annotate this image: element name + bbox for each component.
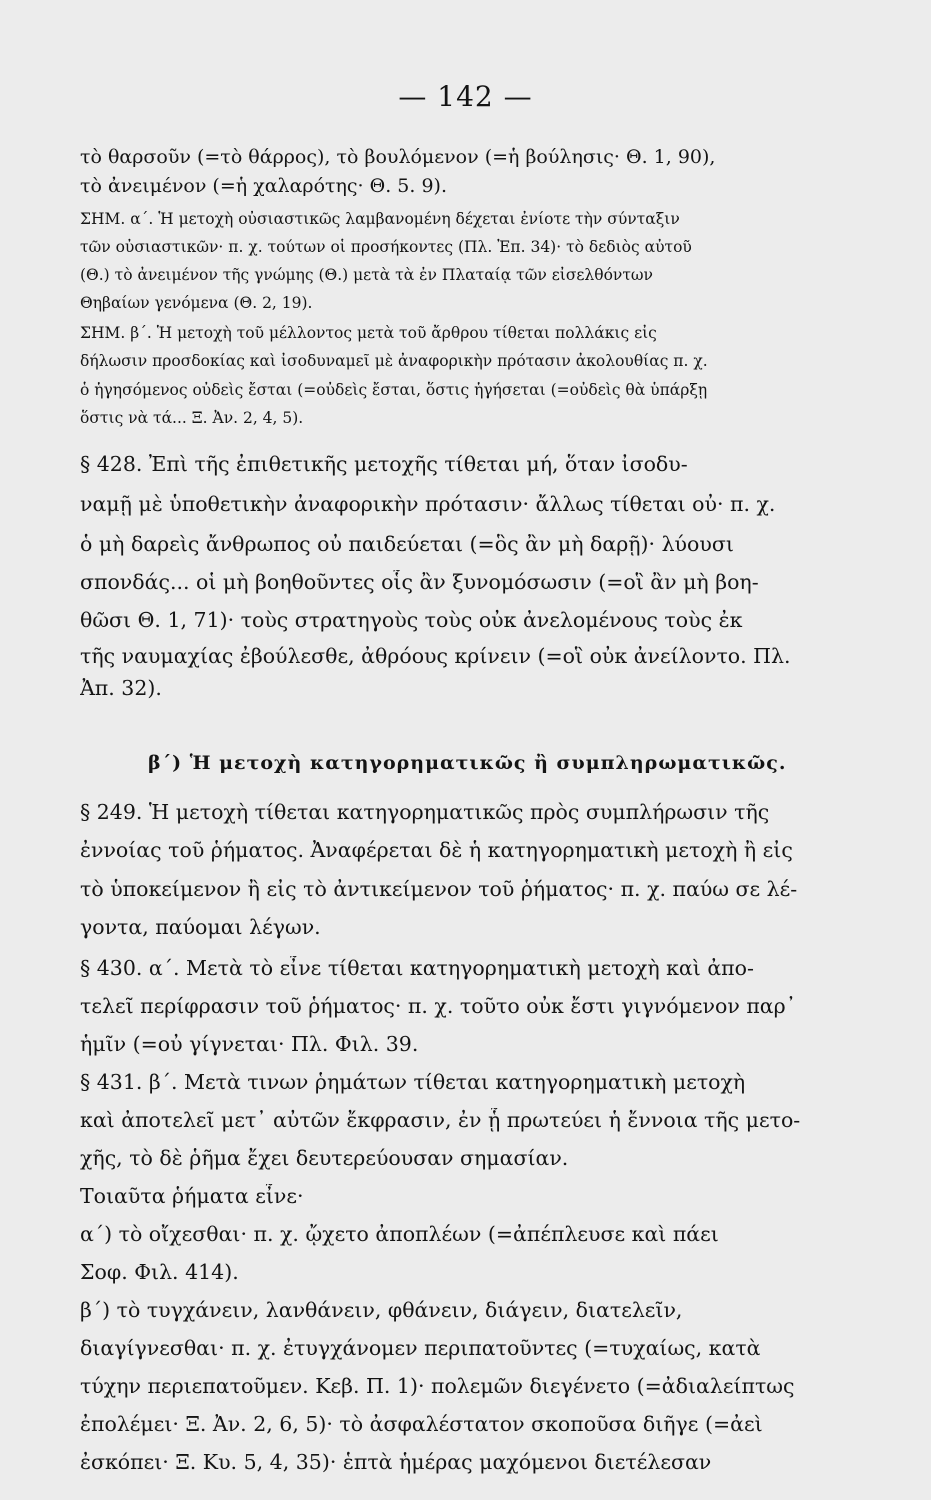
paragraph-431-line: § 431. β΄. Μετὰ τινων ῥημάτων τίθεται κατηγορηματικὴ μετοχὴ	[80, 1070, 746, 1094]
paragraph-428-line: σπονδάς... οἱ μὴ βοηθοῦντες οἷς ἂν ξυνομόσωσιν (=οἳ ἂν μὴ βοη-	[80, 570, 759, 594]
paragraph-431-line: τύχην περιεπατοῦμεν. Κεβ. Π. 1)· πολεμῶν διεγένετο (=ἀδιαλείπτως	[80, 1374, 795, 1398]
note-line: ὁ ἡγησόμενος οὐδεὶς ἔσται (=οὐδεὶς ἔσται, ὅστις ἡγήσεται (=οὐδεὶς θὰ ὑπάρξῃ	[80, 381, 708, 399]
paragraph-249-line: γοντα, παύομαι λέγων.	[80, 915, 321, 939]
note-line: ΣΗΜ. α΄. Ἡ μετοχὴ οὐσιαστικῶς λαμβανομένη δέχεται ἐνίοτε τὴν σύνταξιν	[80, 210, 680, 228]
paragraph-431-line: ἐπολέμει· Ξ. Ἀν. 2, 6, 5)· τὸ ἀσφαλέστατον σκοποῦσα διῆγε (=ἀεὶ	[80, 1412, 763, 1436]
note-line: τῶν οὐσιαστικῶν· π. χ. τούτων οἱ προσήκοντες (Πλ. Ἐπ. 34)· τὸ δεδιὸς αὐτοῦ	[80, 238, 692, 256]
paragraph-430-line: § 430. α΄. Μετὰ τὸ εἶνε τίθεται κατηγορηματικὴ μετοχὴ καὶ ἀπο-	[80, 956, 754, 980]
paragraph-428-line: Ἀπ. 32).	[80, 676, 162, 700]
note-line: ΣΗΜ. β΄. Ἡ μετοχὴ τοῦ μέλλοντος μετὰ τοῦ ἄρθρου τίθεται πολλάκις εἰς	[80, 324, 657, 342]
page-number: — 142 —	[398, 80, 533, 113]
paragraph-428-line: ναμῇ μὲ ὑποθετικὴν ἀναφορικὴν πρότασιν· ἄλλως τίθεται οὐ· π. χ.	[80, 492, 776, 516]
note-line: Θηβαίων γενόμενα (Θ. 2, 19).	[80, 294, 313, 312]
text-line: τὸ ἀνειμένον (=ἡ χαλαρότης· Θ. 5. 9).	[80, 175, 447, 197]
paragraph-249-line: τὸ ὑποκείμενον ἢ εἰς τὸ ἀντικείμενον τοῦ ῥήματος· π. χ. παύω σε λέ-	[80, 877, 798, 901]
paragraph-249-line: § 249. Ἡ μετοχὴ τίθεται κατηγορηματικῶς πρὸς συμπλήρωσιν τῆς	[80, 800, 770, 824]
paragraph-428-line: θῶσι Θ. 1, 71)· τοὺς στρατηγοὺς τοὺς οὐκ ἀνελομένους τοὺς ἐκ	[80, 608, 743, 632]
paragraph-428-line: τῆς ναυμαχίας ἐβούλεσθε, ἀθρόους κρίνειν (=οἳ οὐκ ἀνείλοντο. Πλ.	[80, 644, 791, 668]
paragraph-431-line: Σοφ. Φιλ. 414).	[80, 1260, 239, 1284]
paragraph-431-line: α΄) τὸ οἴχεσθαι· π. χ. ᾤχετο ἀποπλέων (=ἀπέπλευσε καὶ πάει	[80, 1222, 719, 1246]
paragraph-431-line: καὶ ἀποτελεῖ μετ᾽ αὐτῶν ἔκφρασιν, ἐν ᾗ πρωτεύει ἡ ἔννοια τῆς μετο-	[80, 1108, 801, 1132]
note-line: ὅστις νὰ τά... Ξ. Ἀν. 2, 4, 5).	[80, 409, 304, 427]
paragraph-249-line: ἐννοίας τοῦ ῥήματος. Ἀναφέρεται δὲ ἡ κατηγορηματικὴ μετοχὴ ἢ εἰς	[80, 838, 793, 862]
paragraph-430-line: ἡμῖν (=οὐ γίγνεται· Πλ. Φιλ. 39.	[80, 1032, 419, 1056]
paragraph-431-line: χῆς, τὸ δὲ ῥῆμα ἔχει δευτερεύουσαν σημασίαν.	[80, 1146, 569, 1170]
text-line: τὸ θαρσοῦν (=τὸ θάρρος), τὸ βουλόμενον (=ἡ βούλησις· Θ. 1, 90),	[80, 146, 716, 168]
paragraph-431-line: β΄) τὸ τυγχάνειν, λανθάνειν, φθάνειν, διάγειν, διατελεῖν,	[80, 1298, 683, 1322]
paragraph-431-line: ἐσκόπει· Ξ. Κυ. 5, 4, 35)· ἑπτὰ ἡμέρας μαχόμενοι διετέλεσαν	[80, 1450, 712, 1474]
paragraph-431-line: Τοιαῦτα ῥήματα εἶνε·	[80, 1184, 304, 1208]
note-line: δήλωσιν προσδοκίας καὶ ἰσοδυναμεῖ μὲ ἀναφορικὴν πρότασιν ἀκολουθίας π. χ.	[80, 352, 708, 370]
section-heading: β΄) Ἡ μετοχὴ κατηγορηματικῶς ἢ συμπληρωματικῶς.	[148, 752, 787, 774]
paragraph-431-line: διαγίγνεσθαι· π. χ. ἐτυγχάνομεν περιπατοῦντες (=τυχαίως, κατὰ	[80, 1336, 761, 1360]
paragraph-428-line: § 428. Ἐπὶ τῆς ἐπιθετικῆς μετοχῆς τίθεται μή, ὅταν ἰσοδυ-	[80, 452, 688, 476]
paragraph-430-line: τελεῖ περίφρασιν τοῦ ῥήματος· π. χ. τοῦτο οὐκ ἔστι γιγνόμενον παρ᾽	[80, 994, 796, 1018]
paragraph-428-line: ὁ μὴ δαρεὶς ἄνθρωπος οὐ παιδεύεται (=ὃς ἂν μὴ δαρῇ)· λύουσι	[80, 532, 734, 556]
note-line: (Θ.) τὸ ἀνειμένον τῆς γνώμης (Θ.) μετὰ τὰ ἐν Πλαταίᾳ τῶν εἰσελθόντων	[80, 266, 653, 284]
